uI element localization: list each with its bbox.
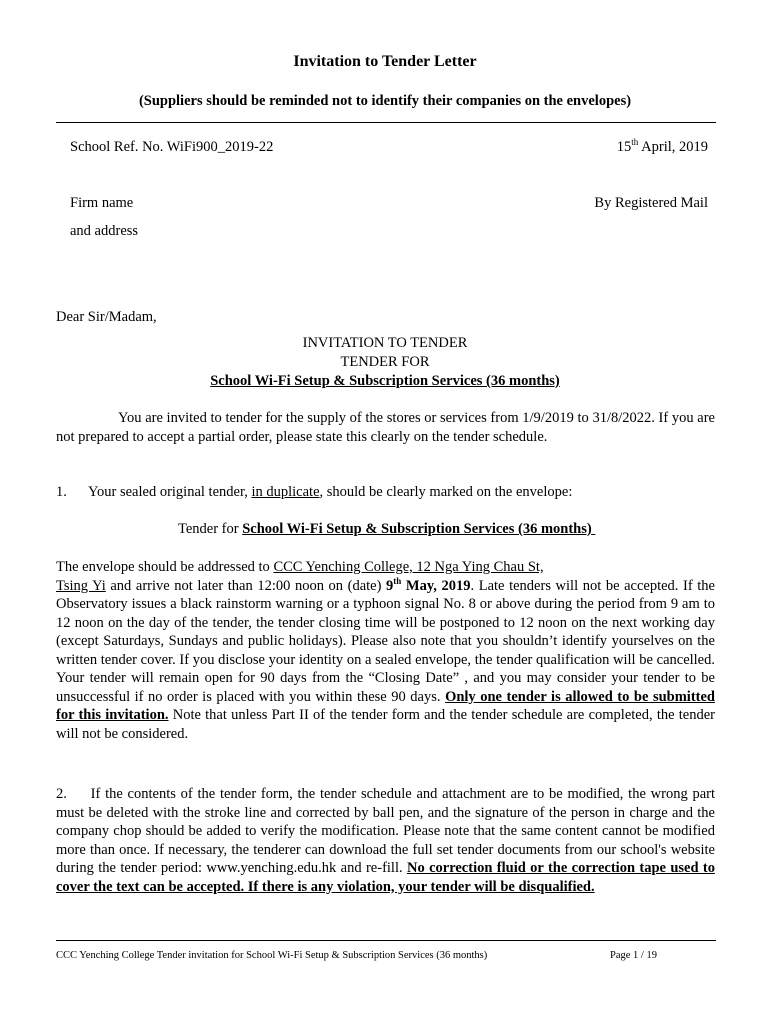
footer-text: CCC Yenching College Tender invitation for School Wi-Fi Setup & Subscription Services (36 months) xyxy=(56,950,488,961)
salutation: Dear Sir/Madam, xyxy=(56,309,157,325)
header-divider xyxy=(56,122,716,123)
item-1-number: 1. xyxy=(56,484,67,500)
envelope-marking: Tender for School Wi-Fi Setup & Subscription Services (36 months) xyxy=(178,521,592,537)
letter-subtitle: (Suppliers should be reminded not to identify their companies on the envelopes) xyxy=(138,93,632,109)
firm-name-label: Firm name xyxy=(70,195,134,211)
address-label: and address xyxy=(70,223,139,239)
delivery-method: By Registered Mail xyxy=(594,195,708,211)
footer-divider xyxy=(56,940,716,941)
intro-paragraph: You are invited to tender for the supply of the stores or services from 1/9/2019 to 31/8/2022. If you are not prepared to accept a partial order, please state this clearly on the tender schedule. xyxy=(56,410,715,445)
item-1-paragraph: The envelope should be addressed to CCC Yenching College, 12 Nga Ying Chau St, Tsing Yi and arrive not later than 12:00 noon on (date) 9th May, 2019. Late tenders will not be accepted. If the Observatory issues a black rainstorm warning or a typhoon signal No. 8 or above during the period from 9 am to 12 noon on the day of the tender, the tender closing time will be postponed to 12 noon on the next working day (except Saturdays, Sundays and public holidays). Please also note that you shouldn’t identify yourselves on the written tender cover. If you disclose your identity on a sealed envelope, the tender qualification will be cancelled. Your tender will remain open for 90 days from the “Closing Date” , and you may consider your tender to be unsuccessful if no order is placed with you within these 90 days. Only one tender is allowed to be submitted for this invitation. Note that unless Part II of the tender form and the tender schedule are completed, the tender will not be considered. xyxy=(56,559,715,742)
heading-tender-name: School Wi-Fi Setup & Subscription Services (36 months) xyxy=(210,373,560,389)
letter-title: Invitation to Tender Letter xyxy=(293,53,477,70)
item-1-lead: Your sealed original tender, in duplicate, should be clearly marked on the envelope: xyxy=(88,484,573,500)
item-2-paragraph: 2. If the contents of the tender form, the tender schedule and attachment are to be modified, the wrong part must be deleted with the stroke line and corrected by ball pen, and the signature of the person in charge and the company chop should be added to verify the modification. Please note that the same content cannot be modified more than once. If necessary, the tenderer can download the full set tender documents from our school's website during the tender period: www.yenching.edu.hk and re-fill. No correction fluid or the correction tape used to cover the text can be accepted. If there is any violation, your tender will be disqualified. xyxy=(56,786,715,895)
page-number: Page 1 / 19 xyxy=(610,950,657,961)
school-ref: School Ref. No. WiFi900_2019-22 xyxy=(70,139,274,155)
letter-date: 15th April, 2019 xyxy=(616,137,708,155)
heading-invitation: INVITATION TO TENDER xyxy=(302,335,468,351)
heading-tender-for: TENDER FOR xyxy=(340,354,430,370)
